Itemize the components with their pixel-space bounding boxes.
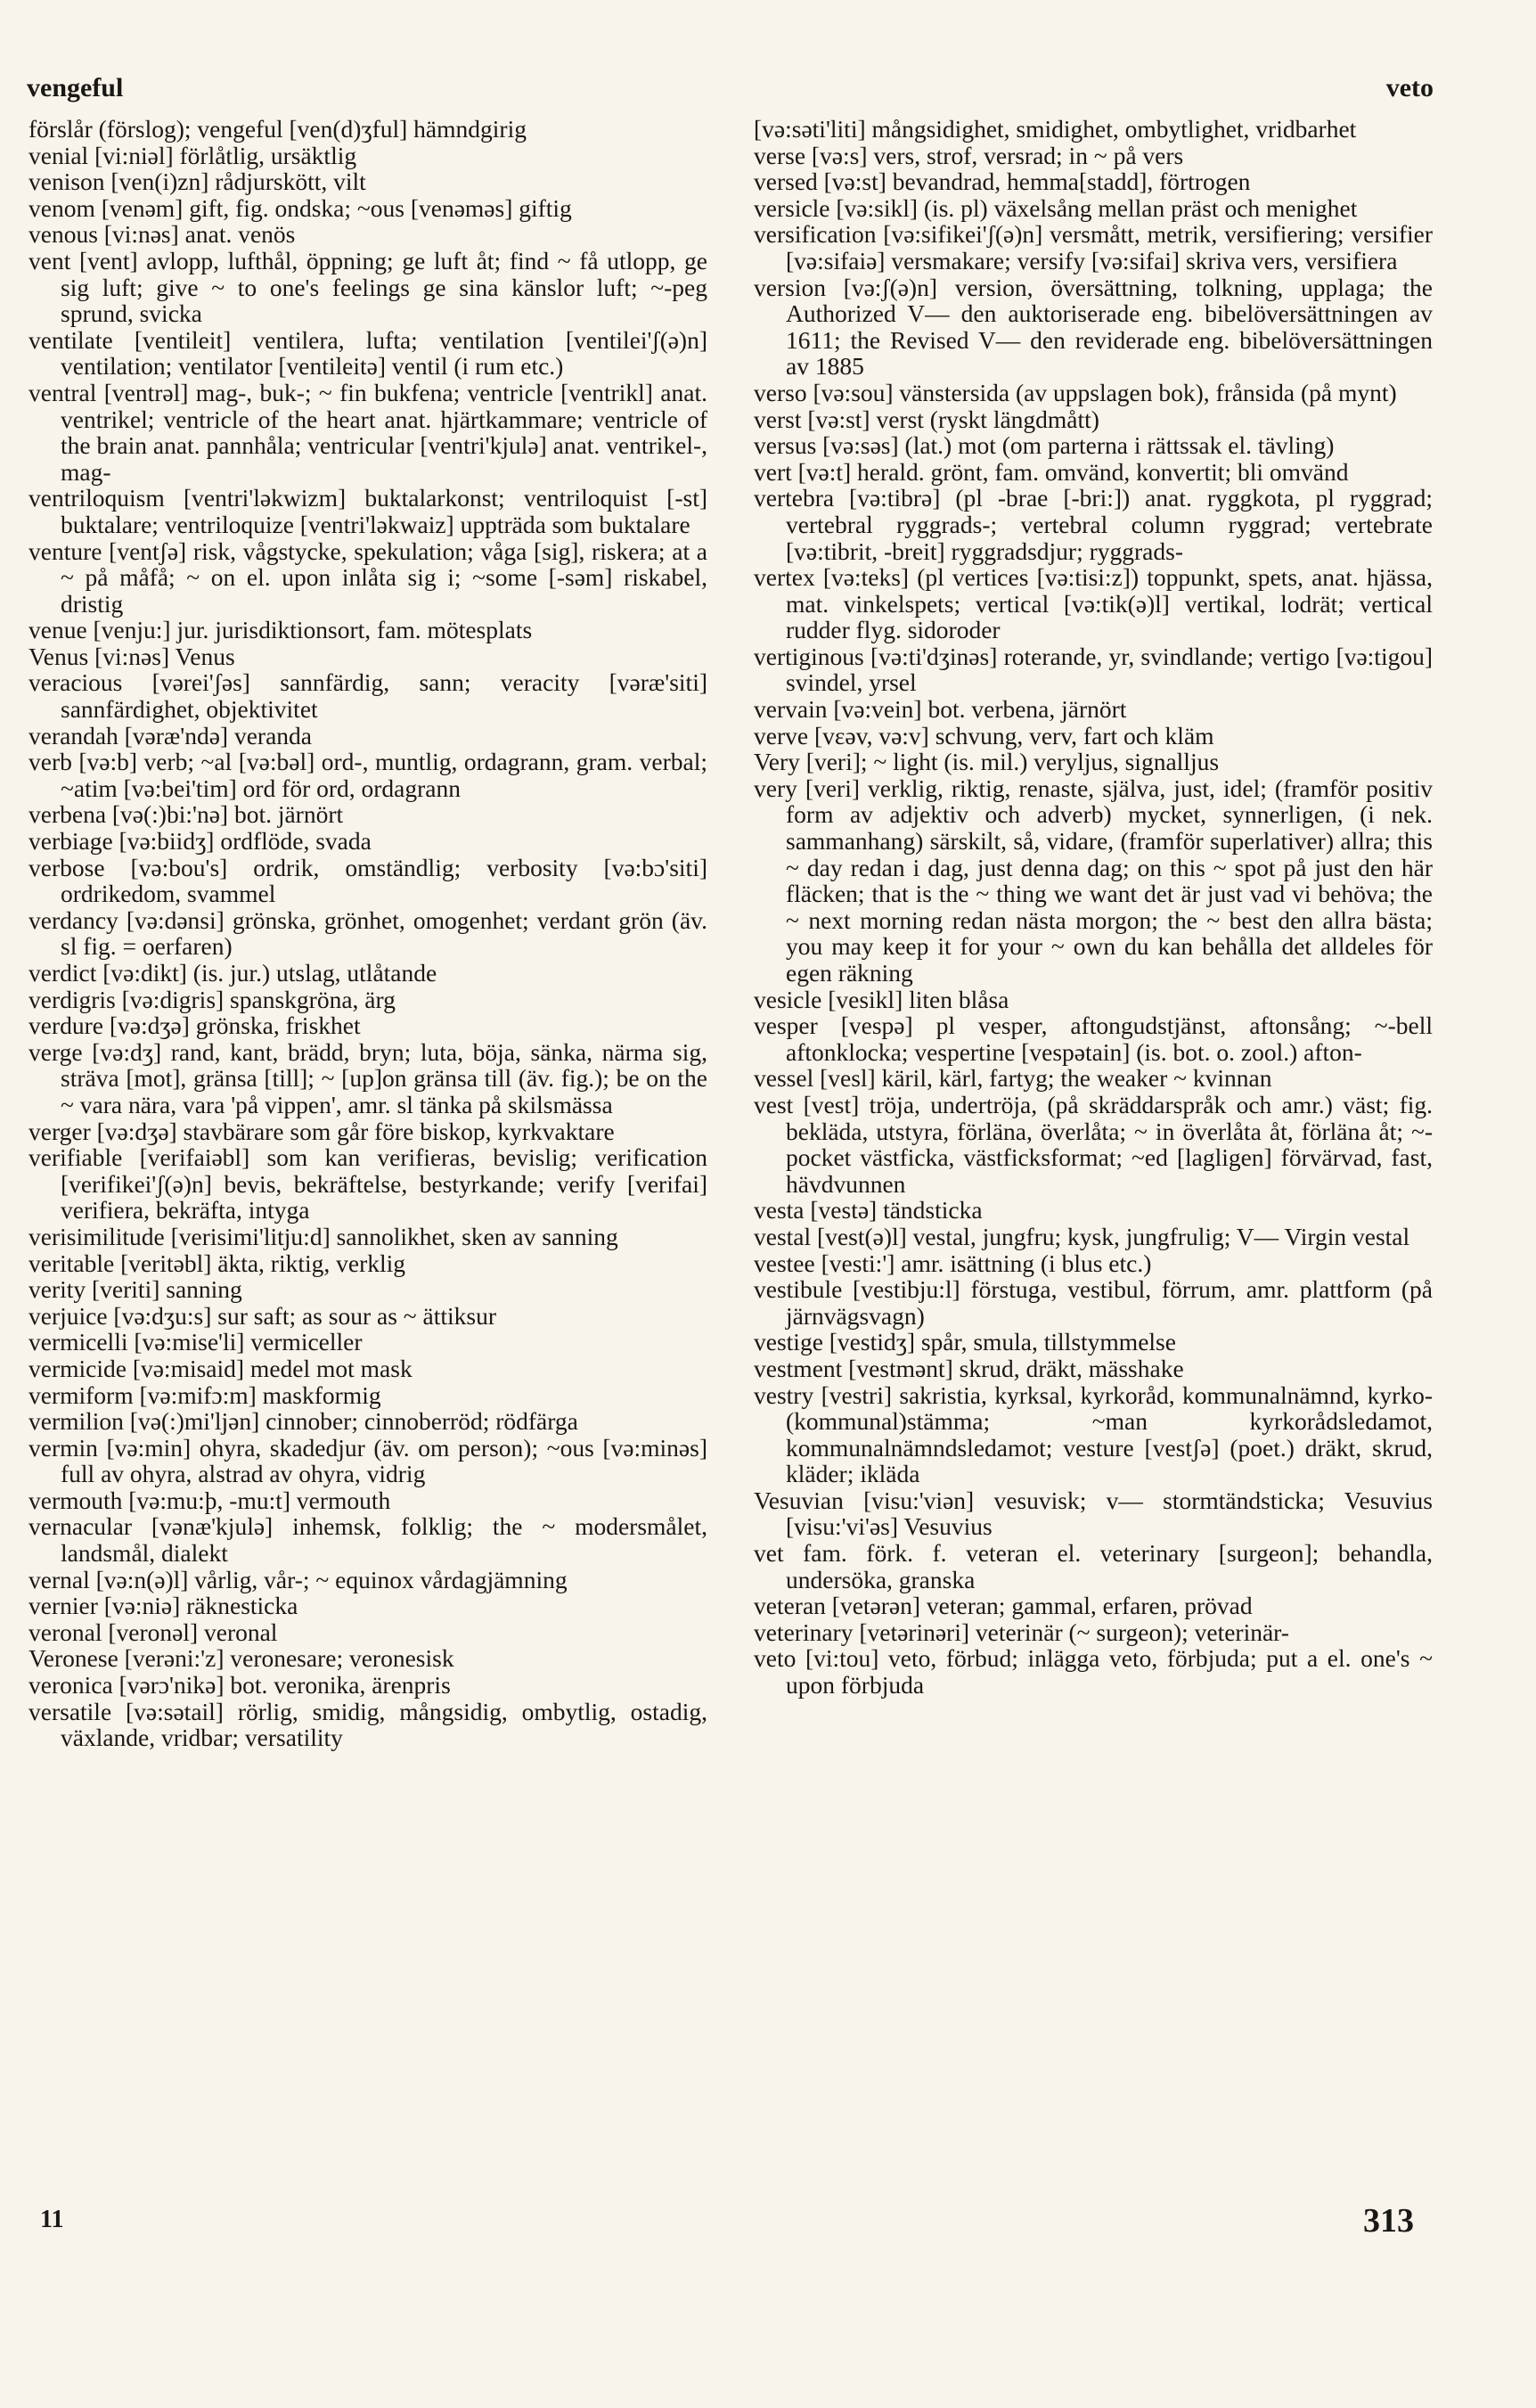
- dictionary-entry: vestee [vesti:'] amr. isättning (i blus etc.): [754, 1249, 1152, 1277]
- dictionary-entry: ventral [ventrəl] mag-, buk-; ~ fin bukfena; ventricle [ventrikl] anat. ventrikel; ventricle of the heart anat. hjärtkammare; ventricle of the brain anat. pannhåla; ventricular [ventri'kjulə] anat. ventrikel-, mag-: [29, 378, 707, 486]
- dictionary-entry: vernal [və:n(ə)l] vårlig, vår-; ~ equinox vårdagjämning: [29, 1565, 568, 1593]
- dictionary-entry: veterinary [vetərinəri] veterinär (~ surgeon); veterinär-: [754, 1618, 1289, 1646]
- dictionary-entry: venous [vi:nəs] anat. venös: [29, 220, 296, 249]
- dictionary-entry: verdancy [və:dənsi] grönska, grönhet, omogenhet; verdant grön (äv. sl fig. = oerfaren): [29, 905, 707, 961]
- dictionary-entry: ventilate [ventileit] ventilera, lufta; ventilation [ventilei'ʃ(ə)n] ventilation; ventilator [ventileitə] ventil (i rum etc.): [29, 325, 707, 381]
- dictionary-entry: venial [vi:niəl] förlåtlig, ursäktlig: [29, 141, 357, 169]
- dictionary-entry: vertex [və:teks] (pl vertices [və:tisi:z]) toppunkt, spets, anat. hjässa, mat. vinkelspets; vertical [və:tik(ə)l] vertikal, lodrät; vertical rudder flyg. sidoroder: [754, 563, 1433, 644]
- dictionary-entry: vesta [vestə] tändsticka: [754, 1196, 983, 1224]
- dictionary-entry: verse [və:s] vers, strof, versrad; in ~ på vers: [754, 141, 1184, 169]
- dictionary-entry: ventriloquism [ventri'ləkwizm] buktalarkonst; ventriloquist [-st] buktalare; ventriloquize [ventri'ləkwaiz] uppträda som buktalare: [29, 484, 707, 538]
- dictionary-entry: [və:səti'liti] mångsidighet, smidighet, ombytlighet, vridbarhet: [754, 116, 1357, 143]
- dictionary-entry: vest [vest] tröja, undertröja, (på skräddarspråk och amr.) väst; fig. bekläda, utstyra, förläna, överlåta; ~ in överlåta åt, förläna åt; ~-pocket västficka, västficksformat; ~ed [lagligen] förvärvad, fast, hävdvunnen: [754, 1090, 1433, 1198]
- dictionary-entry: versification [və:sifikei'ʃ(ə)n] versmått, metrik, versifiering; versifier [və:sifaiə] versmakare; versify [və:sifai] skriva vers, versifiera: [754, 220, 1433, 274]
- dictionary-entry: vessel [vesl] käril, kärl, fartyg; the weaker ~ kvinnan: [754, 1064, 1272, 1093]
- dictionary-entry: verdigris [və:digris] spanskgröna, ärg: [29, 985, 396, 1013]
- dictionary-entry: veronica [vərɔ'nikə] bot. veronika, ärenpris: [29, 1671, 451, 1700]
- dictionary-entry: very [veri] verklig, riktig, renaste, själva, just, idel; (framför positiv form av adjektiv och adverb) mycket, synnerligen, (i nek. sammanhang) särskilt, så, vidare, (framför superlativer) allra; this ~ day redan i dag, just denna dag; on this ~ spot på just den här fläcken; that is the ~ thing we want det är just vad vi behöva; the ~ next morning redan nästa morgon; the ~ best den allra bästa; you may keep it for your ~ own du kan behålla det alldeles för egen räkning: [754, 774, 1433, 987]
- dictionary-entry: vesper [vespə] pl vesper, aftongudstjänst, aftonsång; ~-bell aftonklocka; vespertine [vespətain] (is. bot. o. zool.) afton-: [754, 1012, 1433, 1066]
- dictionary-entry: vertiginous [və:ti'dʒinəs] roterande, yr, svindlande; vertigo [və:tigou] svindel, yrsel: [754, 642, 1433, 697]
- dictionary-entry: vestige [vestidʒ] spår, smula, tillstymmelse: [754, 1328, 1176, 1356]
- dictionary-entry: vent [vent] avlopp, lufthål, öppning; ge luft åt; find ~ få utlopp, ge sig luft; give ~ to one's feelings ge sina känslor luft; ~-peg sprund, svicka: [29, 246, 707, 328]
- dictionary-entry: verso [və:sou] vänstersida (av uppslagen bok), frånsida (på mynt): [754, 378, 1397, 406]
- dictionary-entry: veronal [veronəl] veronal: [29, 1618, 278, 1646]
- dictionary-entry: vermicide [və:misaid] medel mot mask: [29, 1354, 413, 1382]
- dictionary-entry: verbena [və(:)bi:'nə] bot. järnört: [29, 800, 344, 829]
- dictionary-entry: förslår (förslog); vengeful [ven(d)ʒful] hämndgirig: [29, 116, 527, 143]
- dictionary-entry: venture [ventʃə] risk, vågstycke, spekulation; våga [sig], riskera; at a ~ på måfå; ~ on el. upon inlåta sig i; ~some [-səm] riskabel, dristig: [29, 536, 707, 618]
- dictionary-entry: versus [və:səs] (lat.) mot (om parterna i rättssak el. tävling): [754, 431, 1335, 460]
- left-column: [29, 116, 707, 2192]
- dictionary-entry: vestry [vestri] sakristia, kyrksal, kyrkoråd, kommunalnämnd, kyrko- (kommunal)stämma; ~man kyrkorådsledamot, kommunalnämndsledamot; vesture [vestʃə] (poet.) dräkt, skrud, kläder; ikläda: [754, 1380, 1433, 1488]
- dictionary-entry: vermilion [və(:)mi'ljən] cinnober; cinnoberröd; rödfärga: [29, 1407, 578, 1436]
- dictionary-entry: verst [və:st] verst (ryskt längdmått): [754, 405, 1099, 433]
- dictionary-entry: Venus [vi:nəs] Venus: [29, 642, 235, 670]
- dictionary-entry: verandah [vəræ'ndə] veranda: [29, 721, 312, 749]
- dictionary-entry: vernier [və:niə] räknesticka: [29, 1592, 298, 1620]
- dictionary-entry: version [və:ʃ(ə)n] version, översättning, tolkning, upplaga; the Authorized V— den auktoriserade eng. bibelöversättningen av 1611; the Revised V— den reviderade eng. bibelöversättningen av 1885: [754, 273, 1433, 381]
- dictionary-entry: veto [vi:tou] veto, förbud; inlägga veto, förbjuda; put a el. one's ~ upon förbjuda: [754, 1644, 1433, 1700]
- dictionary-entry: venue [venju:] jur. jurisdiktionsort, fam. mötesplats: [29, 616, 533, 644]
- dictionary-entry: verve [vɛəv, və:v] schvung, verv, fart och kläm: [754, 721, 1214, 749]
- dictionary-entry: vestal [vest(ə)l] vestal, jungfru; kysk, jungfrulig; V— Virgin vestal: [754, 1222, 1410, 1250]
- dictionary-entry: vet fam. förk. f. veteran el. veterinary [surgeon]; behandla, undersöka, granska: [754, 1539, 1433, 1593]
- dictionary-entry: verity [veriti] sanning: [29, 1275, 242, 1304]
- dictionary-entry: verjuice [və:dʒu:s] sur saft; as sour as ~ ättiksur: [29, 1301, 497, 1330]
- dictionary-entry: venom [venəm] gift, fig. ondska; ~ous [venəməs] giftig: [29, 193, 572, 222]
- dictionary-entry: vermiform [və:mifɔ:m] maskformig: [29, 1380, 381, 1409]
- dictionary-entry: vestment [vestmənt] skrud, dräkt, mässhake: [754, 1354, 1184, 1382]
- dictionary-entry: versatile [və:sətail] rörlig, smidig, mångsidig, ombytlig, ostadig, växlande, vridbar; versatility: [29, 1697, 707, 1752]
- dictionary-entry: verisimilitude [verisimi'litju:d] sannolikhet, sken av sanning: [29, 1222, 618, 1250]
- dictionary-entry: verbiage [və:biidʒ] ordflöde, svada: [29, 827, 372, 856]
- dictionary-entry: versed [və:st] bevandrad, hemma[stadd], förtrogen: [754, 168, 1251, 196]
- dictionary-entry: verb [və:b] verb; ~al [və:bəl] ord-, muntlig, ordagrann, gram. verbal; ~atim [və:bei'tim] ord för ord, ordagrann: [29, 748, 707, 802]
- dictionary-entry: vesicle [vesikl] liten blåsa: [754, 985, 1009, 1013]
- dictionary-entry: vermicelli [və:mise'li] vermiceller: [29, 1328, 363, 1356]
- dictionary-entry: vernacular [vənæ'kjulə] inhemsk, folklig; the ~ modersmålet, landsmål, dialekt: [29, 1512, 707, 1568]
- dictionary-entry: veteran [vetərən] veteran; gammal, erfaren, prövad: [754, 1592, 1253, 1620]
- dictionary-entry: veracious [vərei'ʃəs] sannfärdig, sann; veracity [vəræ'siti] sannfärdighet, objektivitet: [29, 668, 707, 724]
- right-column: [754, 116, 1433, 2192]
- dictionary-entry: vermouth [və:mu:þ, -mu:t] vermouth: [29, 1486, 391, 1514]
- left-guide-word: vengeful: [27, 73, 124, 102]
- dictionary-entry: Vesuvian [visu:'viən] vesuvisk; v— stormtändsticka; Vesuvius [visu:'vi'əs] Vesuvius: [754, 1486, 1433, 1541]
- dictionary-entry: veritable [veritəbl] äkta, riktig, verklig: [29, 1249, 406, 1277]
- dictionary-entry: verdict [və:dikt] (is. jur.) utslag, utlåtande: [29, 959, 437, 987]
- dictionary-entry: vertebra [və:tibrə] (pl -brae [-bri:]) anat. ryggkota, pl ryggrad; vertebral ryggrads-; vertebral column ryggrad; vertebrate [və:tibrit, -breit] ryggradsdjur; ryggrads-: [754, 484, 1433, 565]
- dictionary-entry: Very [veri]; ~ light (is. mil.) veryljus, signalljus: [754, 748, 1220, 776]
- right-guide-word: veto: [1385, 73, 1434, 102]
- dictionary-entry: vermin [və:min] ohyra, skadedjur (äv. om person); ~ous [və:minəs] full av ohyra, alstrad av ohyra, vidrig: [29, 1433, 707, 1488]
- dictionary-entry: verifiable [verifaiəbl] som kan verifieras, bevislig; verification [verifikei'ʃ(ə)n] bevis, bekräftelse, bestyrkande; verify [verifai] verifiera, bekräfta, intyga: [29, 1143, 707, 1224]
- dictionary-entry: vert [və:t] herald. grönt, fam. omvänd, konvertit; bli omvänd: [754, 457, 1349, 486]
- dictionary-entry: venison [ven(i)zn] rådjurskött, vilt: [29, 168, 366, 196]
- dictionary-entry: verbose [və:bou's] ordrik, omständlig; verbosity [və:bɔ'siti] ordrikedom, svammel: [29, 853, 707, 908]
- signature-mark: 11: [40, 2206, 64, 2233]
- dictionary-entry: verge [və:dʒ] rand, kant, brädd, bryn; luta, böja, sänka, närma sig, sträva [mot], gränsa [till]; ~ [up]on gränsa till (äv. fig.); be on the ~ vara nära, vara 'på vippen', amr. sl tänka på skilsmässa: [29, 1037, 707, 1118]
- dictionary-entry: versicle [və:sikl] (is. pl) växelsång mellan präst och menighet: [754, 193, 1358, 222]
- dictionary-entry: verger [və:dʒə] stavbärare som går före biskop, kyrkvaktare: [29, 1117, 615, 1145]
- dictionary-entry: Veronese [verəni:'z] veronesare; veronesisk: [29, 1644, 454, 1673]
- dictionary-entry: vervain [və:vein] bot. verbena, järnört: [754, 695, 1127, 724]
- page-number: 313: [1363, 2202, 1414, 2240]
- dictionary-entry: vestibule [vestibju:l] förstuga, vestibul, förrum, amr. plattform (på järnvägsvagn): [754, 1275, 1433, 1330]
- dictionary-entry: verdure [və:dʒə] grönska, friskhet: [29, 1012, 361, 1040]
